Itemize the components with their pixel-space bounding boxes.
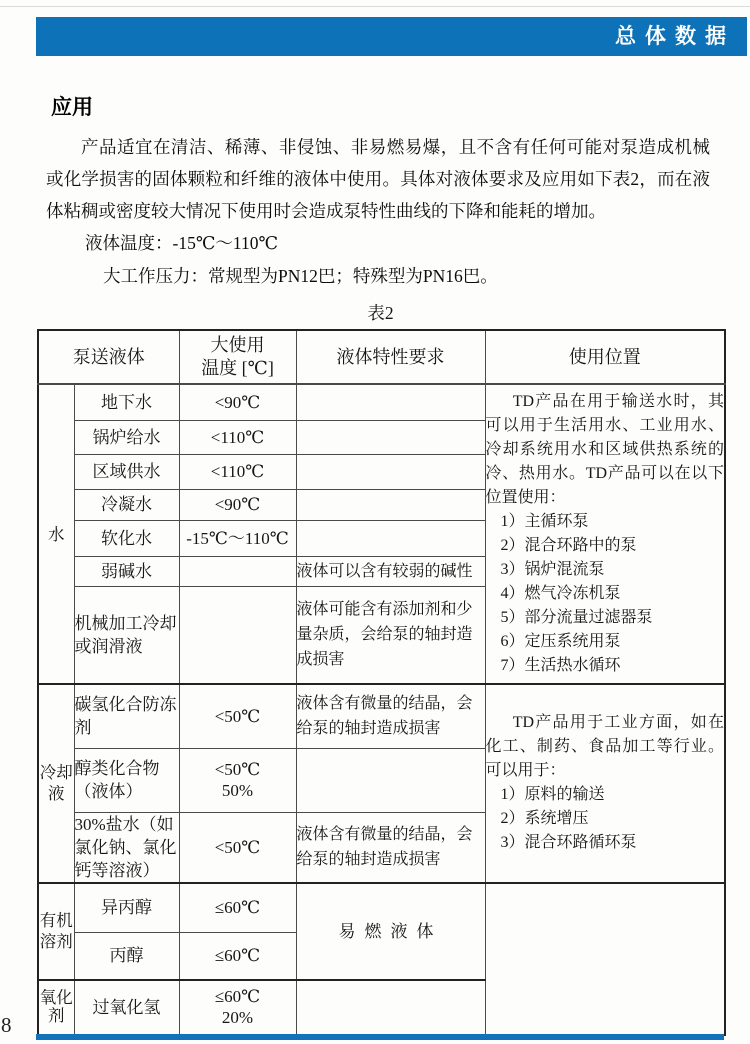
usage-cell-coolant <box>485 684 725 883</box>
usage-item: 1）主循环泵 <box>500 513 589 530</box>
liquid-name-cell: 冷凝水 <box>74 489 179 520</box>
section-heading: 应用 <box>51 96 93 119</box>
liquid-name-cell: 弱碱水 <box>74 556 179 586</box>
temp-cell: <50℃ 50% <box>179 748 296 812</box>
usage-item: 7）生活热水循环 <box>500 657 621 674</box>
temp-cell: <90℃ <box>179 384 296 420</box>
working-pressure-line: 大工作压力：常规型为PN12巴；特殊型为PN16巴。 <box>103 266 498 286</box>
liquid-name-cell: 异丙醇 <box>74 883 179 933</box>
table-row <box>38 883 725 933</box>
liquid-name-cell: 碳氢化合防冻剂 <box>74 684 179 748</box>
top-edge-line <box>0 6 750 7</box>
liquid-name-cell: 机械加工冷却或润滑液 <box>74 586 179 684</box>
usage-item: 2）系统增压 <box>500 810 589 828</box>
header-max-temp: 大使用 温度 [℃] <box>179 330 296 384</box>
characteristic-cell <box>296 420 485 454</box>
category-cell-organic-solvent: 有机溶剂 <box>38 883 74 980</box>
characteristic-cell: 液体含有微量的结晶，会给泵的轴封造成损害 <box>296 812 485 883</box>
application-paragraph: 产品适宜在清洁、稀薄、非侵蚀、非易燃易爆，且不含有任何可能对泵造成机械或化学损害的固体颗粒和纤维的液体中使用。具体对液体要求及应用如下表2，而在液体粘稠或密度较大情况下使用时会造成泵特性曲线的下降和能耗的增加。 <box>46 137 710 221</box>
usage-intro: TD产品在用于输送水时，其可以用于生活用水、工业用水、冷却系统用水和区域供热系统的冷、热用水。TD产品可以在以下位置使用： <box>485 393 724 506</box>
category-cell-coolant: 冷却液 <box>38 684 74 883</box>
usage-item: 1）原料的输送 <box>500 786 605 804</box>
usage-item: 3）锅炉混流泵 <box>500 561 605 578</box>
liquid-name-cell: 丙醇 <box>74 933 179 980</box>
liquid-name-cell: 过氧化氢 <box>74 980 179 1035</box>
temp-cell: ≤60℃ <box>179 933 296 980</box>
usage-item: 2）混合环路中的泵 <box>500 537 637 554</box>
table-row <box>38 684 725 748</box>
table-caption: 表2 <box>367 303 394 323</box>
characteristic-cell <box>296 384 485 420</box>
characteristic-cell: 液体可以含有较弱的碱性 <box>296 556 485 586</box>
temp-cell: ≤60℃ <box>179 883 296 933</box>
characteristic-cell: 液体含有微量的结晶，会给泵的轴封造成损害 <box>296 684 485 748</box>
temp-cell: ≤60℃ 20% <box>179 980 296 1035</box>
temp-cell <box>179 556 296 586</box>
flammable-cell: 易燃液体 <box>296 883 485 980</box>
characteristic-cell <box>296 520 485 556</box>
table-header-row <box>38 330 725 384</box>
header-usage: 使用位置 <box>485 330 725 384</box>
temp-cell: <90℃ <box>179 489 296 520</box>
characteristic-cell <box>296 454 485 489</box>
header-characteristics: 液体特性要求 <box>296 330 485 384</box>
liquid-name-cell: 区域供水 <box>74 454 179 489</box>
temp-cell: <110℃ <box>179 454 296 489</box>
characteristic-cell: 液体可能含有添加剂和少量杂质，会给泵的轴封造成损害 <box>296 586 485 684</box>
usage-intro: TD产品用于工业方面，如在化工、制药、食品加工等行业。可以用于： <box>485 714 724 780</box>
category-cell-oxidizer: 氧化剂 <box>38 980 74 1035</box>
liquid-spec-table <box>37 329 726 1036</box>
page-number: 8 <box>1 1013 12 1037</box>
temp-cell: <50℃ <box>179 812 296 883</box>
temp-cell: <110℃ <box>179 420 296 454</box>
liquid-name-cell: 锅炉给水 <box>74 420 179 454</box>
temp-cell <box>179 586 296 684</box>
liquid-name-cell: 30%盐水（如氯化钠、氯化钙等溶液） <box>74 812 179 883</box>
category-cell-water: 水 <box>38 384 74 684</box>
usage-item: 3）混合环路循环泵 <box>500 834 637 852</box>
liquid-temperature-line: 液体温度：-15℃～110℃ <box>85 233 279 253</box>
characteristic-cell <box>296 980 485 1035</box>
content-area <box>39 56 724 1036</box>
liquid-name-cell: 地下水 <box>74 384 179 420</box>
characteristic-cell <box>296 748 485 812</box>
bottom-accent-bar <box>36 1034 724 1040</box>
table-row <box>38 384 725 420</box>
temp-cell: -15℃～110℃ <box>179 520 296 556</box>
page-title: 总体数据 <box>615 25 735 48</box>
usage-cell-empty <box>485 883 725 1035</box>
liquid-name-cell: 软化水 <box>74 520 179 556</box>
characteristic-cell <box>296 489 485 520</box>
liquid-name-cell: 醇类化合物（液体） <box>74 748 179 812</box>
usage-cell-water <box>485 384 725 684</box>
temp-cell: <50℃ <box>179 684 296 748</box>
usage-item: 6）定压系统用泵 <box>500 633 621 650</box>
header-pumped-liquid: 泵送液体 <box>38 330 179 384</box>
usage-item: 4）燃气冷冻机泵 <box>500 585 621 602</box>
header-bar <box>36 17 747 56</box>
usage-item: 5）部分流量过滤器泵 <box>500 609 653 626</box>
